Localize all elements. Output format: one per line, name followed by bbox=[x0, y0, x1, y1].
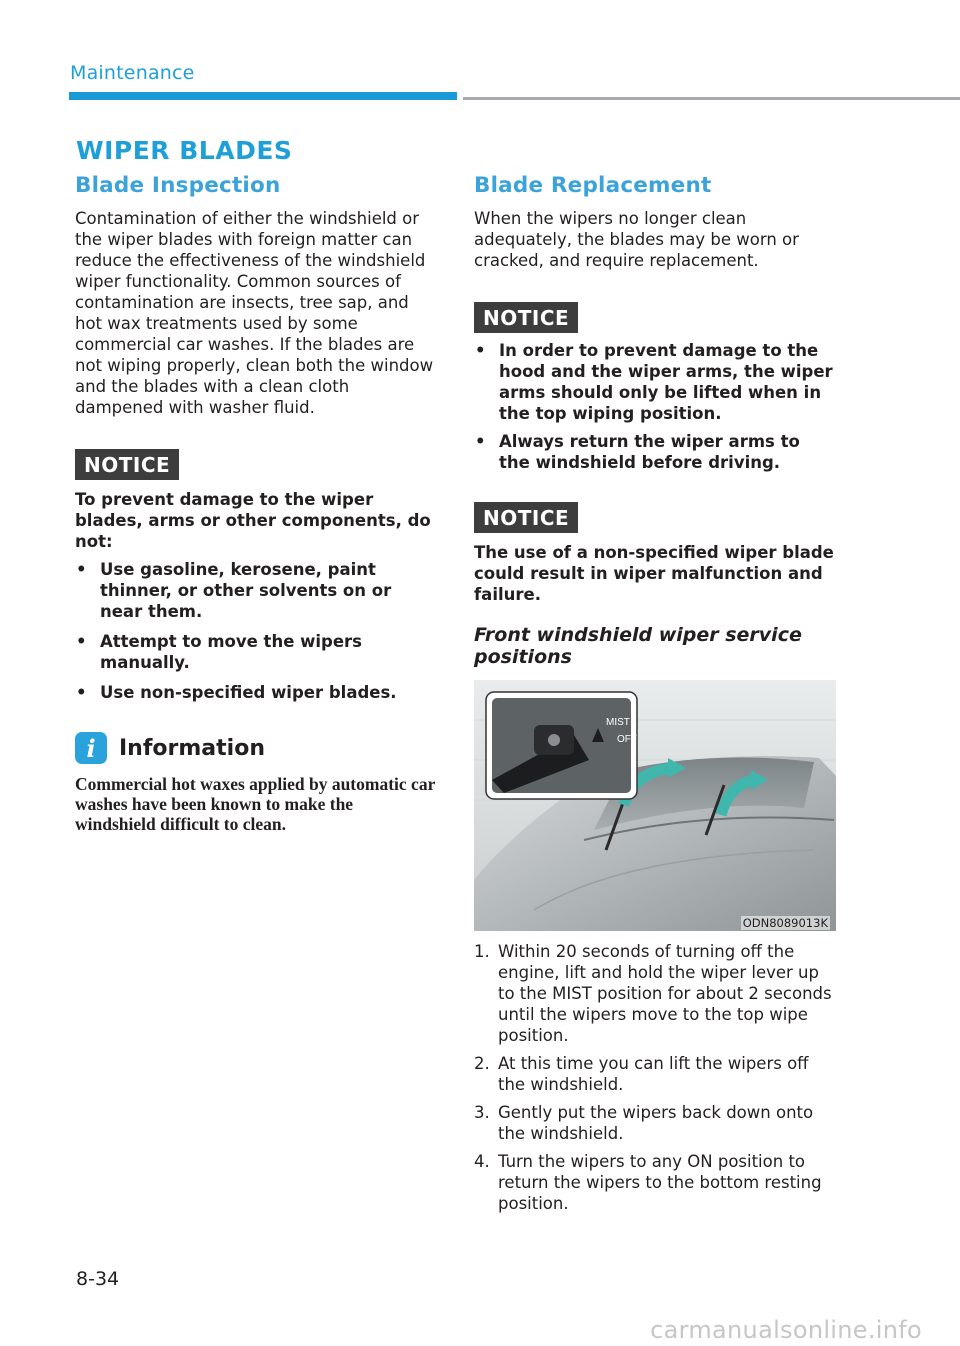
list-item: • In order to prevent damage to the hood and the wiper arms, the wiper arms should only be lifted when in the top wiping position. bbox=[474, 340, 836, 424]
list-item: • Attempt to move the wipers manually. bbox=[75, 631, 437, 673]
notice-box bbox=[474, 302, 836, 473]
notice-label: NOTICE bbox=[75, 449, 179, 480]
notice-label: NOTICE bbox=[474, 302, 578, 333]
section-label: Maintenance bbox=[70, 62, 195, 84]
notice-intro: To prevent damage to the wiper blades, arms or other components, do not: bbox=[75, 490, 431, 551]
list-item: • Always return the wiper arms to the windshield before driving. bbox=[474, 431, 836, 473]
blade-inspection-heading: Blade Inspection bbox=[75, 173, 281, 198]
list-item: • Use non-specified wiper blades. bbox=[75, 682, 437, 703]
page-title: WIPER BLADES bbox=[76, 136, 293, 165]
notice-list bbox=[474, 340, 836, 473]
notice-list bbox=[75, 559, 437, 703]
service-positions-subheading: Front windshield wiper service positions bbox=[474, 624, 802, 668]
watermark: carmanualsonline.info bbox=[650, 1316, 922, 1344]
information-title: Information bbox=[119, 735, 265, 761]
wiper-service-figure bbox=[474, 680, 836, 931]
blade-inspection-paragraph: Contamination of either the windshield or the wiper blades with foreign matter can reduce the effectiveness of the windshield wiper functionality. Common sources of contamination are insects, tree sap, and hot wax treatments used by some commercial car washes. If the blades are not wiping properly, clean both the window and the blades with a clean cloth dampened with washer fluid. bbox=[75, 209, 434, 417]
step-text: At this time you can lift the wipers off the windshield. bbox=[498, 1054, 809, 1094]
off-label: OFF bbox=[617, 734, 637, 745]
mist-label: MIST bbox=[606, 717, 630, 728]
page-number: 8-34 bbox=[76, 1268, 120, 1290]
header-rule-accent bbox=[69, 92, 457, 100]
blade-replacement-paragraph: When the wipers no longer clean adequately, the blades may be worn or cracked, and require replacement. bbox=[474, 209, 799, 270]
right-column bbox=[474, 173, 836, 1221]
step-item bbox=[474, 1053, 836, 1095]
notice-text: The use of a non-specified wiper blade could result in wiper malfunction and failure. bbox=[474, 543, 834, 604]
step-text: Within 20 seconds of turning off the engine, lift and hold the wiper lever up to the MIST position for about 2 seconds until the wipers move to the top wipe position. bbox=[498, 942, 832, 1045]
steps-list bbox=[474, 941, 836, 1214]
step-item bbox=[474, 1102, 836, 1144]
info-icon: i bbox=[75, 732, 107, 764]
list-item: • Use gasoline, kerosene, paint thinner, or other solvents on or near them. bbox=[75, 559, 437, 622]
step-number: 2. bbox=[474, 1054, 490, 1073]
notice-label: NOTICE bbox=[474, 502, 578, 533]
step-item bbox=[474, 941, 836, 1046]
blade-replacement-heading: Blade Replacement bbox=[474, 173, 712, 198]
information-text: Commercial hot waxes applied by automatic car washes have been known to make the windshield difficult to clean. bbox=[75, 774, 436, 834]
header-rule-gray bbox=[463, 97, 960, 100]
information-header bbox=[75, 732, 437, 764]
wiper-illustration bbox=[474, 680, 836, 931]
step-number: 3. bbox=[474, 1103, 490, 1122]
left-column bbox=[75, 173, 437, 834]
notice-box bbox=[474, 502, 836, 605]
step-text: Turn the wipers to any ON position to return the wipers to the bottom resting position. bbox=[498, 1152, 822, 1213]
step-item bbox=[474, 1151, 836, 1214]
information-box bbox=[75, 732, 437, 834]
step-text: Gently put the wipers back down onto the windshield. bbox=[498, 1103, 814, 1143]
step-number: 1. bbox=[474, 942, 490, 961]
notice-box bbox=[75, 449, 437, 703]
step-number: 4. bbox=[474, 1152, 490, 1171]
figure-code: ODN8089013K bbox=[742, 916, 828, 930]
